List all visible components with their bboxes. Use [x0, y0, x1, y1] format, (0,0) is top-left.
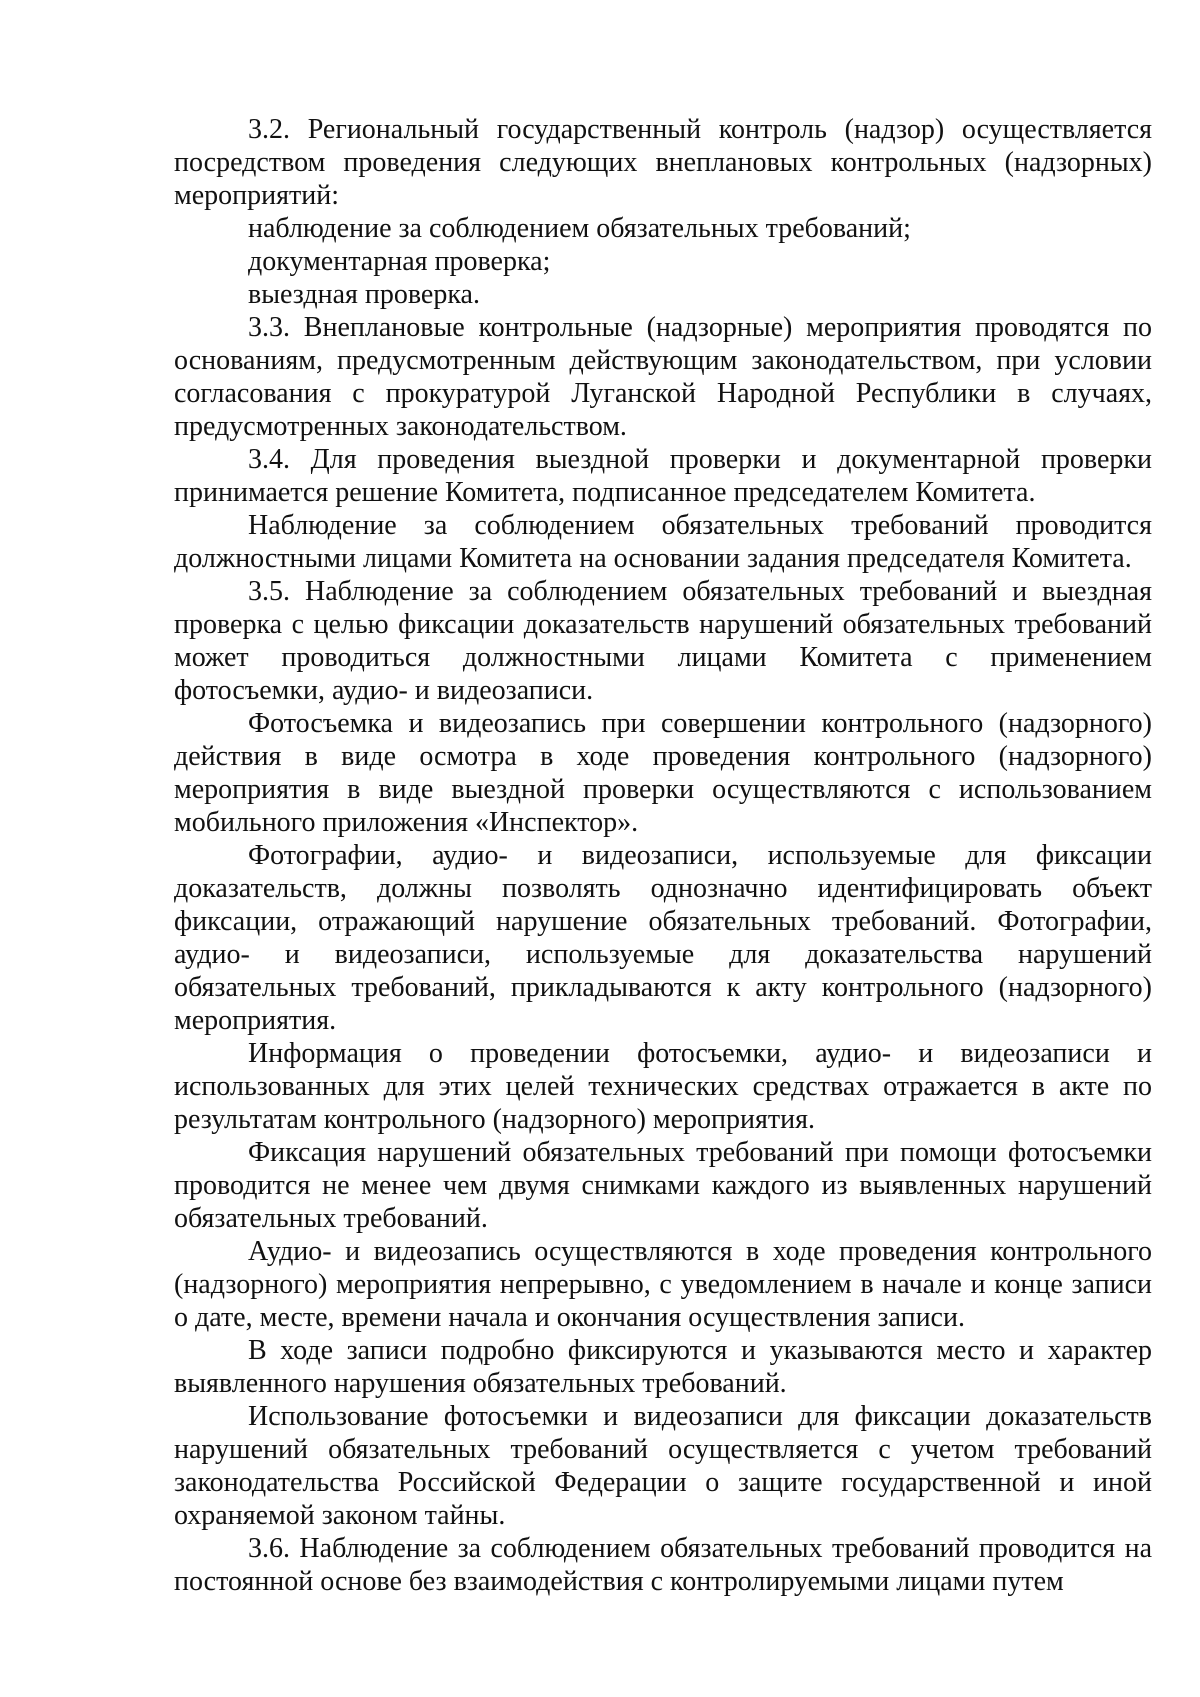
paragraph-3-2: 3.2. Региональный государственный контроль (надзор) осуществляется посредством проведения следующих внеплановых контрольных (надзорных) мероприятий: [174, 114, 1152, 211]
paragraph-3-6: 3.6. Наблюдение за соблюдением обязательных требований проводится на постоянной основе без взаимодействия с контролируемыми лицами путем [174, 1533, 1152, 1597]
paragraph-recording-details: В ходе записи подробно фиксируются и указываются место и характер выявленного нарушения обязательных требований. [174, 1335, 1152, 1399]
paragraph-3-3: 3.3. Внеплановые контрольные (надзорные) мероприятия проводятся по основаниям, предусмотренным действующим законодательством, при условии согласования с прокуратурой Луганской Народной Республики в случаях, предусмотренных законодательством. [174, 312, 1152, 442]
paragraph-secrecy: Использование фотосъемки и видеозаписи для фиксации доказательств нарушений обязательных требований осуществляется с учетом требований законодательства Российской Федерации о защите государственной и иной охраняемой законом тайны. [174, 1401, 1152, 1531]
document-page [174, 113, 1152, 1598]
paragraph-photos-evidence: Фотографии, аудио- и видеозаписи, используемые для фиксации доказательств, должны позволять однозначно идентифицировать объект фиксации, отражающий нарушение обязательных требований. Фотографии, аудио- и видеозаписи, используемые для доказательства нарушений обязательных требований, прикладываются к акту контрольного (надзорного) мероприятия. [174, 840, 1152, 1036]
paragraph-3-5: 3.5. Наблюдение за соблюдением обязательных требований и выездная проверка с целью фиксации доказательств нарушений обязательных требований может проводиться должностными лицами Комитета с применением фотосъемки, аудио- и видеозаписи. [174, 576, 1152, 706]
paragraph-continuous-recording: Аудио- и видеозапись осуществляются в ходе проведения контрольного (надзорного) мероприятия непрерывно, с уведомлением в начале и конце записи о дате, месте, времени начала и окончания осуществления записи. [174, 1236, 1152, 1333]
paragraph-recording-info: Информация о проведении фотосъемки, аудио- и видеозаписи и использованных для этих целей технических средствах отражается в акте по результатам контрольного (надзорного) мероприятия. [174, 1038, 1152, 1135]
list-item-field-check: выездная проверка. [248, 279, 480, 310]
list-item-observation: наблюдение за соблюдением обязательных требований; [248, 213, 911, 244]
paragraph-observation-task: Наблюдение за соблюдением обязательных требований проводится должностными лицами Комитета на основании задания председателя Комитета. [174, 510, 1152, 574]
paragraph-3-4: 3.4. Для проведения выездной проверки и документарной проверки принимается решение Комитета, подписанное председателем Комитета. [174, 444, 1152, 508]
list-item-documentary-check: документарная проверка; [248, 246, 551, 277]
paragraph-inspector-app: Фотосъемка и видеозапись при совершении контрольного (надзорного) действия в виде осмотра в ходе проведения контрольного (надзорного) мероприятия в виде выездной проверки осуществляются с использованием мобильного приложения «Инспектор». [174, 708, 1152, 838]
paragraph-two-photos: Фиксация нарушений обязательных требований при помощи фотосъемки проводится не менее чем двумя снимками каждого из выявленных нарушений обязательных требований. [174, 1137, 1152, 1234]
